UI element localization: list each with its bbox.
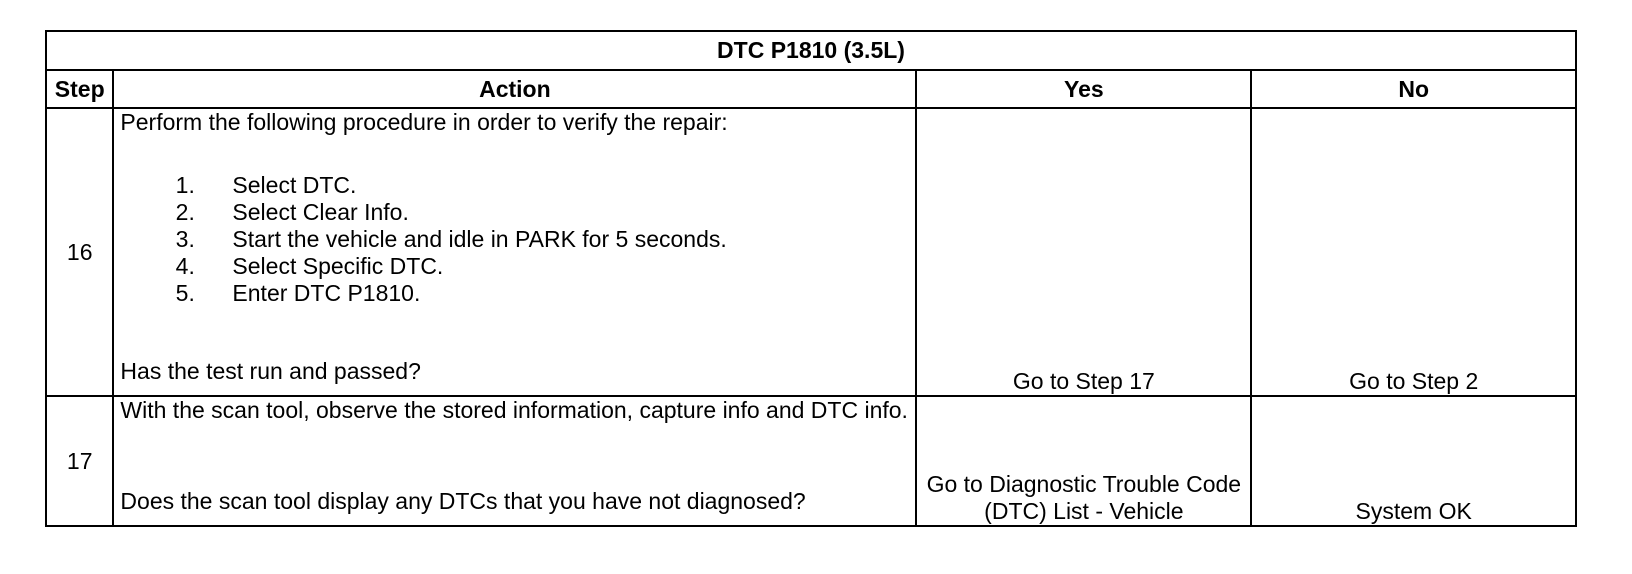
action-intro: Perform the following procedure in order to verify the repair: [120,109,728,135]
table-title: DTC P1810 (3.5L) [46,31,1576,70]
dtc-table [45,30,1577,527]
step-number: 17 [46,396,113,526]
action-question: Does the scan tool display any DTCs that you have not diagnosed? [120,488,806,514]
list-item: 4. Select Specific DTC. [220,253,909,280]
action-cell [113,396,916,526]
no-result: System OK [1251,396,1576,526]
table-row [46,396,1576,526]
header-step: Step [46,70,113,108]
header-row [46,70,1576,108]
step-number: 16 [46,108,113,396]
table-row [46,108,1576,396]
action-intro: With the scan tool, observe the stored information, capture info and DTC info. [120,397,908,423]
header-yes: Yes [916,70,1251,108]
yes-result: Go to Diagnostic Trouble Code (DTC) List - Vehicle [916,396,1251,526]
list-item: 5. Enter DTC P1810. [220,280,909,307]
no-result: Go to Step 2 [1251,108,1576,396]
list-item: 1. Select DTC. [220,172,909,199]
header-no: No [1251,70,1576,108]
procedure-list [120,172,909,307]
header-action: Action [113,70,916,108]
action-cell [113,108,916,396]
list-item: 2. Select Clear Info. [220,199,909,226]
action-question: Has the test run and passed? [120,358,421,384]
list-item: 3. Start the vehicle and idle in PARK for 5 seconds. [220,226,909,253]
yes-result: Go to Step 17 [916,108,1251,396]
